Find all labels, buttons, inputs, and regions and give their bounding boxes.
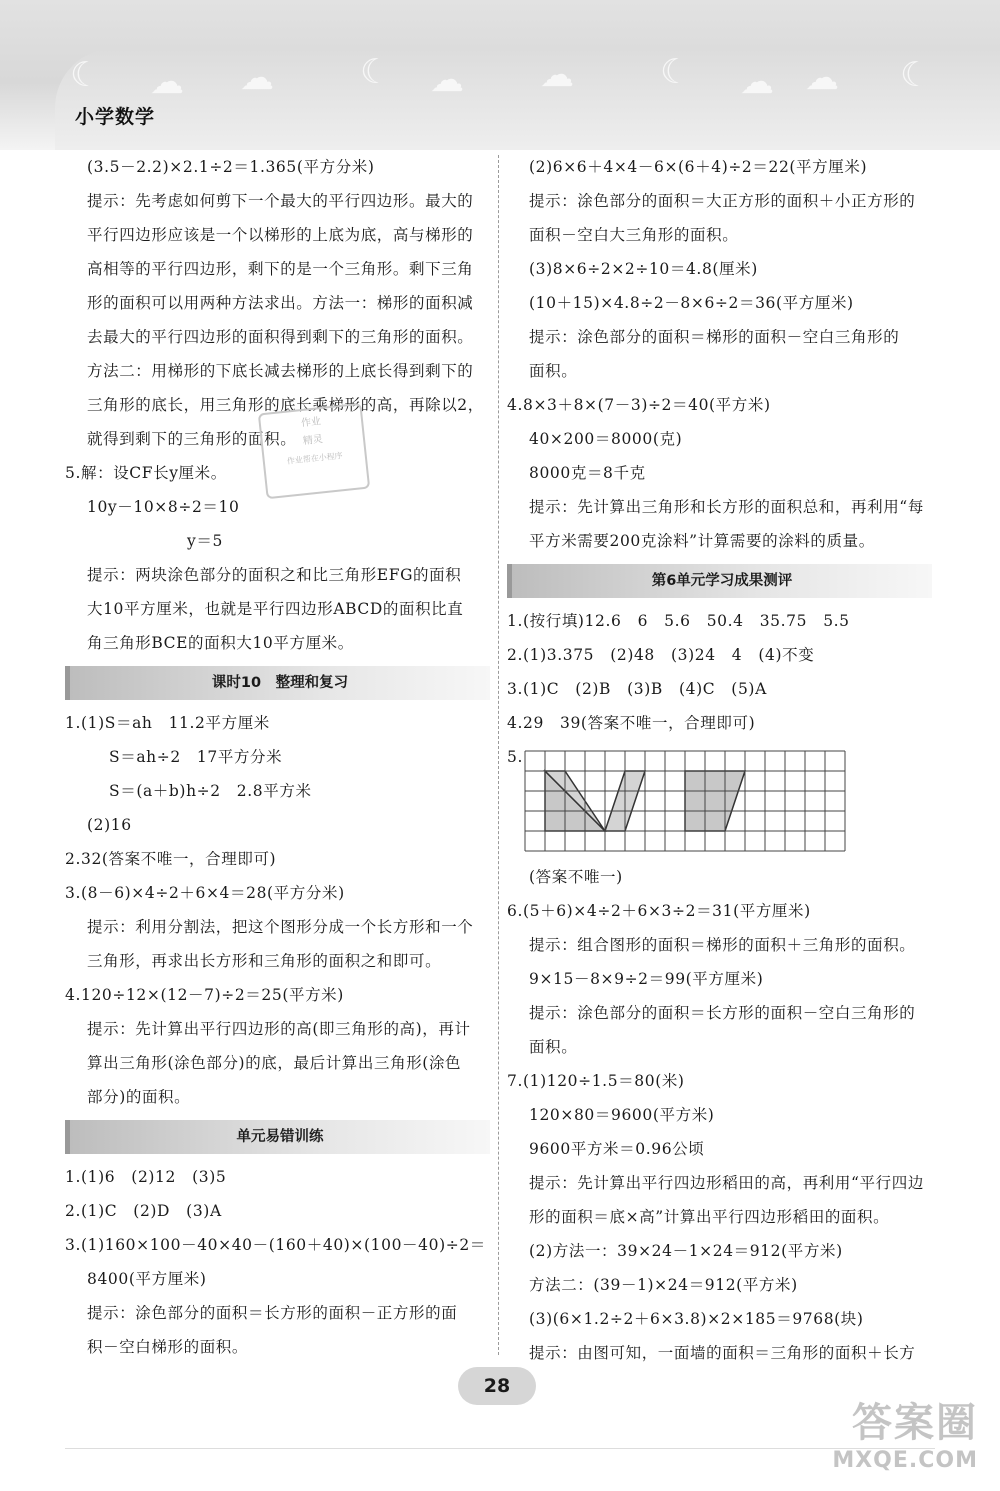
text-line: 5.解：设CF长y厘米。 — [65, 464, 227, 482]
text-line: 提示：涂色部分的面积＝大正方形的面积＋小正方形的 — [529, 192, 916, 210]
text-line: (2)方法一：39×24－1×24＝912(平方米) — [529, 1242, 843, 1260]
page-number: 28 — [458, 1367, 536, 1405]
text-line: (3)8×6÷2×2÷10＝4.8(厘米) — [529, 260, 758, 278]
text-line: (3.5－2.2)×2.1÷2＝1.365(平方分米) — [87, 158, 375, 176]
subject-title: 小学数学 — [75, 106, 156, 128]
left-column — [65, 150, 490, 1364]
text-line: 2.(1)C (2)D (3)A — [65, 1202, 222, 1220]
stamp-text: 精灵 — [302, 434, 324, 448]
text-line: 提示：先计算出平行四边形的高(即三角形的高)，再计 — [87, 1020, 471, 1038]
text-line: 提示：先计算出三角形和长方形的面积总和，再利用“每 — [529, 498, 924, 516]
shaded-trapezoid — [685, 771, 745, 831]
text-line: 提示：组合图形的面积＝梯形的面积＋三角形的面积。 — [529, 936, 916, 954]
moon-icon: ☾ — [70, 55, 101, 95]
text-line: 提示：涂色部分的面积＝长方形的面积－空白三角形的 — [529, 1004, 916, 1022]
text-line: 8000克＝8千克 — [529, 464, 646, 482]
stamp — [258, 403, 370, 499]
column-divider — [498, 155, 499, 1355]
cloud-icon: ☁ — [805, 58, 839, 98]
text-line: (2)16 — [87, 816, 132, 834]
text-line: S＝ah÷2 17平方分米 — [109, 748, 283, 766]
grid-label: 5. — [507, 748, 523, 766]
text-line: 平方米需要200克涂料”计算需要的涂料的质量。 — [529, 532, 875, 550]
text-line: S＝(a＋b)h÷2 2.8平方米 — [109, 782, 312, 800]
text-line: 提示：利用分割法，把这个图形分成一个长方形和一个 — [87, 918, 474, 936]
text-line: y＝5 — [187, 532, 223, 550]
moon-icon: ☾ — [360, 52, 391, 92]
text-line: 方法二：用梯形的下底长减去梯形的上底长得到剩下的 — [87, 362, 474, 380]
text-line: 2.(1)3.375 (2)48 (3)24 4 (4)不变 — [507, 646, 815, 664]
header-band — [55, 48, 1000, 150]
text-line: 提示：先考虑如何剪下一个最大的平行四边形。最大的 — [87, 192, 474, 210]
text-line: 3.(1)C (2)B (3)B (4)C (5)A — [507, 680, 767, 698]
section-heading: 课时10 整理和复习 — [65, 666, 490, 700]
text-line: 1.(1)6 (2)12 (3)5 — [65, 1168, 227, 1186]
watermark-url: MXQE.COM — [832, 1448, 978, 1473]
text-line: 7.(1)120÷1.5＝80(米) — [507, 1072, 685, 1090]
text-line: 提示：由图可知，一面墙的面积＝三角形的面积＋长方 — [529, 1344, 916, 1362]
text-line: 形的面积可以用两种方法求出。方法一：梯形的面积减 — [87, 294, 474, 312]
moon-icon: ☾ — [660, 52, 691, 92]
text-line: 三角形，再求出长方形和三角形的面积之和即可。 — [87, 952, 442, 970]
text-line: 算出三角形(涂色部分)的底，最后计算出三角形(涂色 — [87, 1054, 462, 1072]
text-line: 就得到剩下的三角形的面积。 — [87, 430, 297, 448]
text-line: 提示：涂色部分的面积＝梯形的面积－空白三角形的 — [529, 328, 900, 346]
text-line: 40×200＝8000(克) — [529, 430, 683, 448]
text-line: 平行四边形应该是一个以梯形的上底为底，高与梯形的 — [87, 226, 474, 244]
text-line: 面积。 — [529, 1038, 578, 1056]
section-heading: 单元易错训练 — [65, 1120, 490, 1154]
text-line: 4.29 39(答案不唯一，合理即可) — [507, 714, 756, 732]
text-line: 1.(按行填)12.6 6 5.6 50.4 35.75 5.5 — [507, 612, 850, 630]
text-line: 4.8×3＋8×(7－3)÷2＝40(平方米) — [507, 396, 771, 414]
section-heading: 第6单元学习成果测评 — [507, 564, 932, 598]
grid-figure-wrap — [524, 750, 846, 856]
cloud-icon: ☁ — [740, 62, 774, 102]
text-line: 1.(1)S＝ah 11.2平方厘米 — [65, 714, 270, 732]
text-line: 10y－10×8÷2＝10 — [87, 498, 240, 516]
text-line: 9600平方米＝0.96公顷 — [529, 1140, 705, 1158]
watermark-logo-text: 答案圈 — [852, 1400, 978, 1446]
cloud-icon: ☁ — [240, 58, 274, 98]
text-line: (答案不唯一) — [529, 868, 623, 886]
text-line: 3.(8－6)×4÷2＋6×4＝28(平方分米) — [65, 884, 345, 902]
text-line: 面积。 — [529, 362, 578, 380]
cloud-icon: ☁ — [540, 55, 574, 95]
text-line: 120×80＝9600(平方米) — [529, 1106, 715, 1124]
text-line: 方法二：(39－1)×24＝912(平方米) — [529, 1276, 798, 1294]
text-line: 去最大的平行四边形的面积得到剩下的三角形的面积。 — [87, 328, 474, 346]
watermark — [832, 1391, 978, 1473]
text-line: 4.120÷12×(12－7)÷2＝25(平方米) — [65, 986, 344, 1004]
text-line: 大10平方厘米，也就是平行四边形ABCD的面积比直 — [87, 600, 464, 618]
cloud-icon: ☁ — [430, 60, 464, 100]
text-line: 6.(5＋6)×4÷2＋6×3÷2＝31(平方厘米) — [507, 902, 811, 920]
text-line: (3)(6×1.2÷2＋6×3.8)×2×185＝9768(块) — [529, 1310, 864, 1328]
text-line: (2)6×6＋4×4－6×(6＋4)÷2＝22(平方厘米) — [529, 158, 868, 176]
moon-icon: ☾ — [900, 55, 931, 95]
text-line: 三角形的底长，用三角形的底长乘梯形的高，再除以2， — [87, 396, 484, 414]
text-line: 部分)的面积。 — [87, 1088, 191, 1106]
stamp-text: 作业 — [300, 416, 322, 430]
text-line: 8400(平方厘米) — [87, 1270, 207, 1288]
page-header — [0, 0, 1000, 150]
text-line: 2.32(答案不唯一，合理即可) — [65, 850, 277, 868]
text-line: 提示：先计算出平行四边形稻田的高，再利用“平行四边 — [529, 1174, 924, 1192]
text-line: 9×15－8×9÷2＝99(平方厘米) — [529, 970, 764, 988]
text-line: 积－空白梯形的面积。 — [87, 1338, 249, 1356]
text-line: 3.(1)160×100－40×40－(160＋40)×(100－40)÷2＝ — [65, 1236, 486, 1254]
grid-figure — [524, 750, 846, 852]
bottom-rule — [65, 1448, 935, 1449]
text-line: 提示：涂色部分的面积＝长方形的面积－正方形的面 — [87, 1304, 458, 1322]
text-line: 面积－空白大三角形的面积。 — [529, 226, 739, 244]
text-line: 高相等的平行四边形，剩下的是一个三角形。剩下三角 — [87, 260, 474, 278]
text-line: 角三角形BCE的面积大10平方厘米。 — [87, 634, 354, 652]
text-line: 形的面积＝底×高”计算出平行四边形稻田的面积。 — [529, 1208, 890, 1226]
text-line: 提示：两块涂色部分的面积之和比三角形EFG的面积 — [87, 566, 462, 584]
cloud-icon: ☁ — [150, 62, 184, 102]
text-line: (10＋15)×4.8÷2－8×6÷2＝36(平方厘米) — [529, 294, 854, 312]
stamp-text: 作业帮在小程序 — [286, 451, 344, 466]
